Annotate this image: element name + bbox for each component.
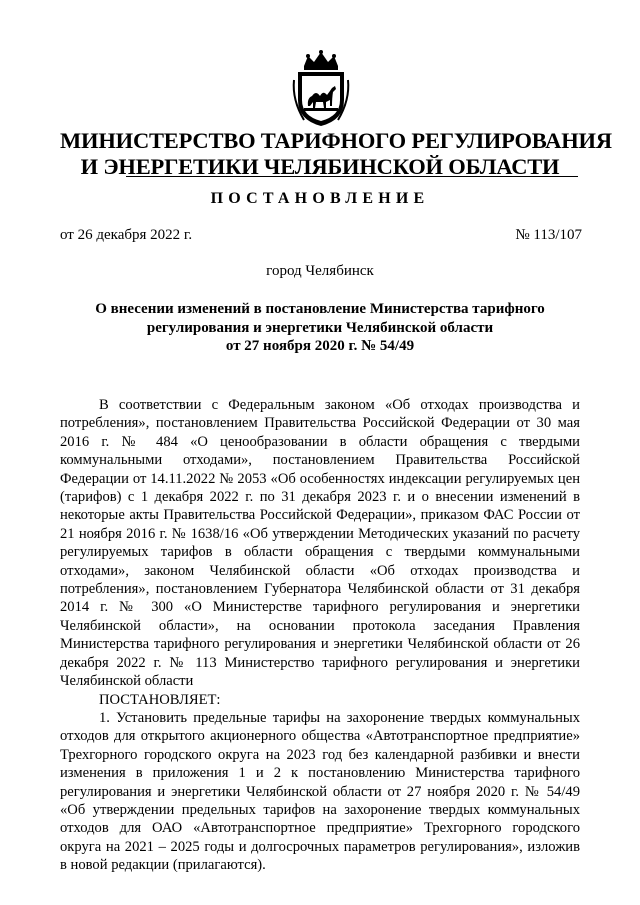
document-type: ПОСТАНОВЛЕНИЕ — [210, 190, 430, 207]
ministry-name-line1: МИНИСТЕРСТВО ТАРИФНОГО РЕГУЛИРОВАНИЯ — [60, 128, 612, 153]
subject-line: от 27 ноября 2020 г. № 54/49 — [225, 338, 415, 354]
subject-line: О внесении изменений в постановление Министерства тарифного — [95, 301, 545, 317]
document-body — [60, 396, 580, 875]
document-number: № 113/107 — [515, 227, 582, 243]
header-divider — [126, 176, 578, 177]
document-city: город Челябинск — [266, 263, 374, 279]
ministry-name-line2: И ЭНЕРГЕТИКИ ЧЕЛЯБИНСКОЙ ОБЛАСТИ — [80, 154, 560, 179]
item-1-paragraph: 1. Установить предельные тарифы на захоронение твердых коммунальных отходов для открытого акционерного общества «Автотранспортное предприятие» Трехгорного городского округа на 2023 год без календарной разбивки и внести изменения в приложения 1 и 2 к постановлению Министерства тарифного регулирования и энергетики Челябинской области от 27 ноября 2020 г. № 54/49 «Об утверждении предельных тарифов на захоронение твердых коммунальных отходов для ОАО «Автотранспортное предприятие» Трехгорного городского округа на 2021 – 2025 годы и долгосрочных параметров регулирования», изложив в новой редакции (прилагаются). — [60, 709, 580, 874]
document-date: от 26 декабря 2022 г. — [60, 227, 193, 243]
decree-word: ПОСТАНОВЛЯЕТ: — [99, 691, 221, 708]
coat-of-arms-icon — [290, 50, 352, 128]
subject-line: регулирования и энергетики Челябинской области — [146, 319, 494, 336]
ministry-name — [60, 128, 612, 180]
preamble-paragraph: В соответствии с Федеральным законом «Об отходах производства и потребления», постановлением Правительства Российской Федерации от 30 мая 2016 г. № 484 «О ценообразовании в области обращения с твердыми коммунальными отходами», постановлением Правительства Российской Федерации от 14.11.2022 № 2053 «Об особенностях индексации регулируемых цен (тарифов) с 1 декабря 2022 г. по 31 декабря 2023 г. и о внесении изменений в некоторые акты Правительства Российской Федерации», приказом ФАС России от 21 ноября 2016 г. № 1638/16 «Об утверждении Методических указаний по расчету регулируемых тарифов в области обращения с твердыми коммунальными отходами», законом Челябинской области «Об отходах производства и потребления», постановлением Губернатора Челябинской области от 31 декабря 2014 г. № 300 «О Министерстве тарифного регулирования и энергетики Челябинской области», на основании протокола заседания Правления Министерства тарифного регулирования и энергетики Челябинской области от 26 декабря 2022 г. № 113 Министерство тарифного регулирования и энергетики Челябинской области — [60, 397, 580, 690]
document-subject — [60, 300, 580, 356]
